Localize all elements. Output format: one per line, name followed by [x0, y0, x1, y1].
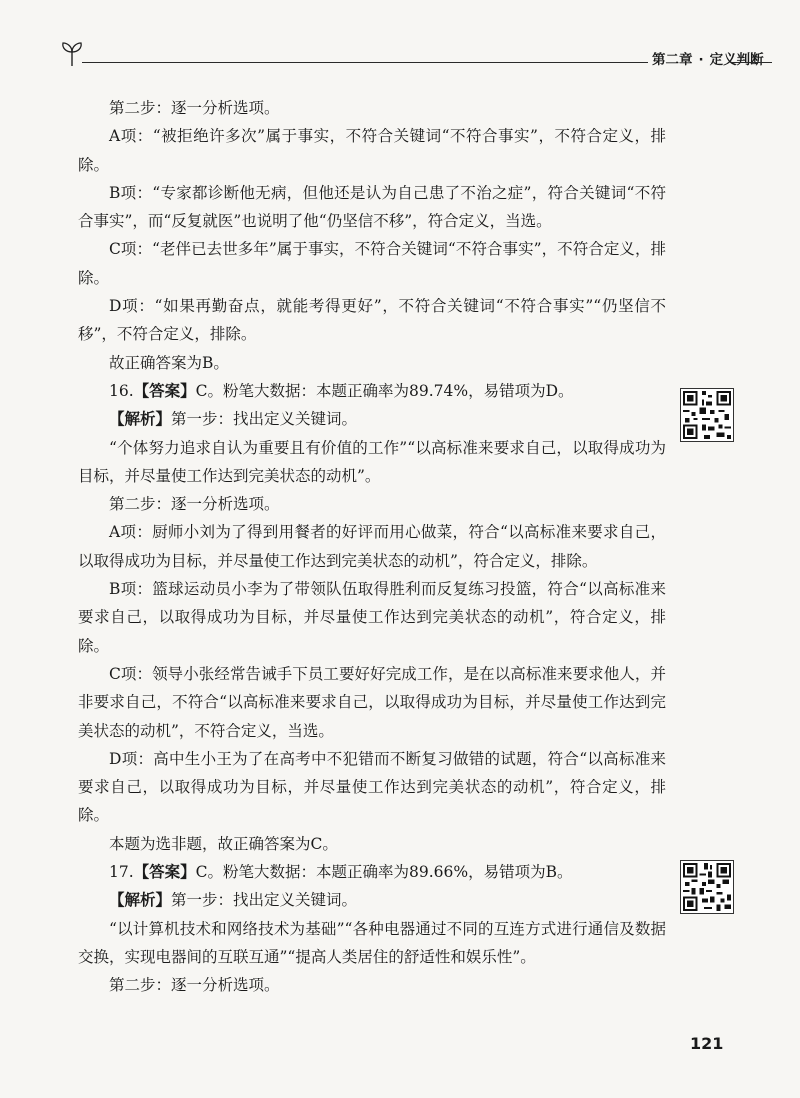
paragraph: “个体努力追求自认为重要且有价值的工作”“以高标准来要求自己，以取得成功为目标，并尽量使工作达到完美状态的动机”。	[78, 438, 666, 485]
q17-number: 17.	[109, 863, 134, 882]
running-header	[60, 38, 772, 74]
paragraph: 本题为选非题，故正确答案为C。	[109, 834, 338, 853]
analysis-label: 【解析】	[109, 409, 172, 429]
q16-answer	[78, 377, 666, 405]
answer-text: C。粉笔大数据：本题正确率为89.74%，易错项为D。	[195, 381, 574, 400]
chapter-name: 定义判断	[709, 52, 764, 68]
q17-answer	[78, 858, 666, 886]
analysis-text: 第一步：找出定义关键词。	[171, 891, 358, 910]
page-body	[78, 94, 666, 1000]
paragraph: 第二步：逐一分析选项。	[109, 99, 280, 117]
analysis-text: 第一步：找出定义关键词。	[171, 410, 358, 429]
q16-number: 16.	[109, 381, 134, 400]
answer-label: 【答案】	[133, 380, 196, 400]
sprout-icon	[60, 38, 84, 68]
paragraph: C项：领导小张经常告诫手下员工要好好完成工作，是在以高标准来要求他人，并非要求自己，不符合“以高标准来要求自己，以取得成功为目标，并尽量使工作达到完美状态的动机”，不符合定义，当选。	[78, 664, 666, 740]
paragraph: D项：高中生小王为了在高考中不犯错而不断复习做错的试题，符合“以高标准来要求自己，以取得成功为目标，并尽量使工作达到完美状态的动机”，符合定义，排除。	[78, 749, 666, 825]
paragraph: 故正确答案为B。	[109, 353, 229, 372]
page-number: 121	[690, 1034, 724, 1053]
chapter-title: 第二章 · 定义判断	[652, 52, 764, 68]
answer-text: C。粉笔大数据：本题正确率为89.66%，易错项为B。	[195, 863, 573, 882]
header-rule-right	[732, 62, 772, 63]
paragraph: B项：“专家都诊断他无病，但他还是认为自己患了不治之症”，符合关键词“不符合事实”，而“反复就医”也说明了他“仍坚信不移”，符合定义，当选。	[78, 183, 666, 231]
q16-analysis	[78, 405, 666, 433]
analysis-label: 【解析】	[109, 890, 172, 910]
answer-label: 【答案】	[133, 862, 196, 882]
chapter-number: 第二章	[652, 52, 693, 68]
paragraph: “以计算机技术和网络技术为基础”“各种电器通过不同的互连方式进行通信及数据交换，实现电器间的互联互通”“提高人类居住的舒适性和娱乐性”。	[78, 919, 666, 966]
paragraph: D项：“如果再勤奋点，就能考得更好”，不符合关键词“不符合事实”“仍坚信不移”，不符合定义，排除。	[78, 297, 666, 344]
q17-analysis	[78, 886, 666, 914]
paragraph: 第二步：逐一分析选项。	[109, 495, 280, 514]
paragraph: B项：篮球运动员小李为了带领队伍取得胜利而反复练习投篮，符合“以高标准来要求自己，以取得成功为目标，并尽量使工作达到完美状态的动机”，符合定义，排除。	[78, 580, 666, 655]
paragraph: C项：“老伴已去世多年”属于事实，不符合关键词“不符合事实”，不符合定义，排除。	[78, 240, 666, 287]
paragraph: 第二步：逐一分析选项。	[109, 976, 280, 995]
header-rule-left	[82, 62, 648, 63]
paragraph: A项：“被拒绝许多次”属于事实，不符合关键词“不符合事实”，不符合定义，排除。	[78, 127, 666, 174]
qr-code-icon[interactable]	[680, 860, 734, 914]
paragraph: A项：厨师小刘为了得到用餐者的好评而用心做菜，符合“以高标准来要求自己，以取得成功为目标，并尽量使工作达到完美状态的动机”，符合定义，排除。	[78, 523, 666, 570]
qr-code-icon[interactable]	[680, 388, 734, 442]
